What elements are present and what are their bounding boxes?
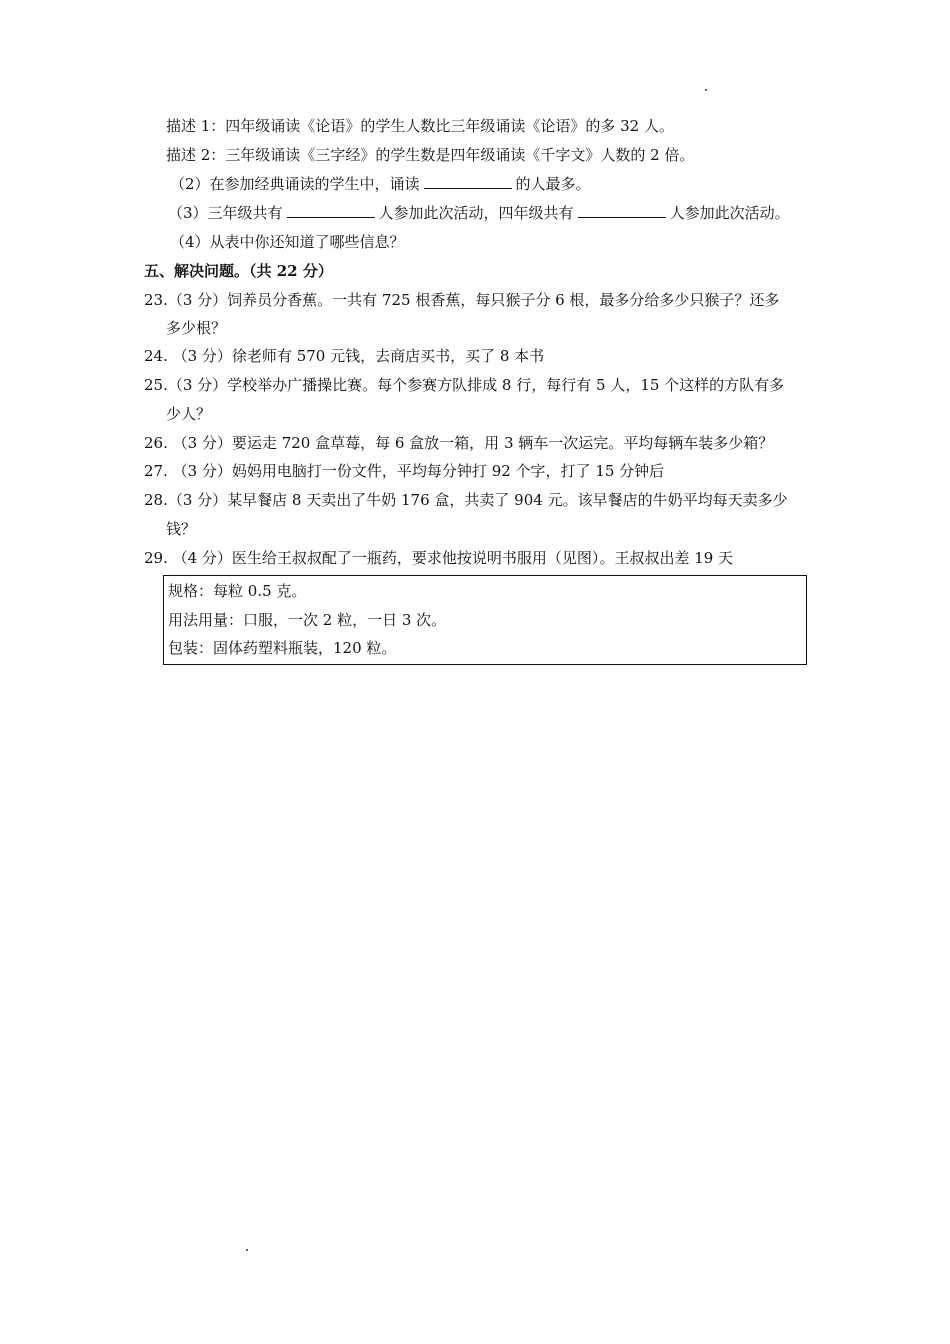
section-title: 五、解决问题。（共 22 分）	[144, 262, 333, 280]
question-3-middle: 人参加此次活动，四年级共有	[378, 204, 574, 222]
problem-25-line1: 25.（3 分）学校举办广播操比赛。每个参赛方队排成 8 行，每行有 5 人，15 个这样的方队有多	[144, 376, 785, 394]
problem-23-line2: 多少根？	[166, 319, 227, 337]
problem-27: 27. （3 分）妈妈用电脑打一份文件，平均每分钟打 92 个字，打了 15 分钟后	[144, 462, 665, 480]
answer-blank-q2[interactable]	[424, 174, 512, 189]
question-3-suffix: 人参加此次活动。	[669, 204, 790, 222]
medicine-usage: 用法用量：口服，一次 2 粒，一日 3 次。	[168, 611, 447, 629]
problem-28-line2: 钱？	[166, 520, 197, 538]
problem-26: 26. （3 分）要运走 720 盒草莓，每 6 盒放一箱，用 3 辆车一次运完。平均每辆车装多少箱？	[144, 434, 774, 452]
question-3-prefix: （3）三年级共有	[168, 204, 283, 222]
question-2-suffix: 的人最多。	[515, 175, 591, 193]
scan-dot	[246, 1249, 248, 1251]
problem-25-line2: 少人？	[166, 405, 212, 423]
question-2-prefix: （2）在参加经典诵读的学生中，诵读	[170, 175, 420, 193]
scan-dot	[705, 89, 707, 91]
answer-blank-q3-grade3[interactable]	[287, 203, 375, 218]
question-3	[168, 203, 790, 223]
answer-blank-q3-grade4[interactable]	[578, 203, 666, 218]
question-2	[170, 174, 591, 194]
description-2: 描述 2：三年级诵读《三字经》的学生数是四年级诵读《千字文》人数的 2 倍。	[166, 146, 695, 164]
problem-29: 29. （4 分）医生给王叔叔配了一瓶药，要求他按说明书服用（见图）。王叔叔出差 19 天	[144, 549, 734, 567]
description-1: 描述 1：四年级诵读《论语》的学生人数比三年级诵读《论语》的多 32 人。	[166, 117, 674, 135]
problem-23-line1: 23.（3 分）饲养员分香蕉。一共有 725 根香蕉，每只猴子分 6 根，最多分给多少只猴子？还多	[144, 291, 780, 309]
medicine-instructions-box	[163, 575, 807, 665]
medicine-spec: 规格：每粒 0.5 克。	[168, 582, 307, 600]
medicine-package: 包装：固体药塑料瓶装，120 粒。	[168, 639, 397, 657]
problem-24: 24. （3 分）徐老师有 570 元钱，去商店买书，买了 8 本书	[144, 347, 545, 365]
problem-28-line1: 28.（3 分）某早餐店 8 天卖出了牛奶 176 盒，共卖了 904 元。该早餐店的牛奶平均每天卖多少	[144, 491, 788, 509]
question-4: （4）从表中你还知道了哪些信息？	[170, 233, 405, 251]
